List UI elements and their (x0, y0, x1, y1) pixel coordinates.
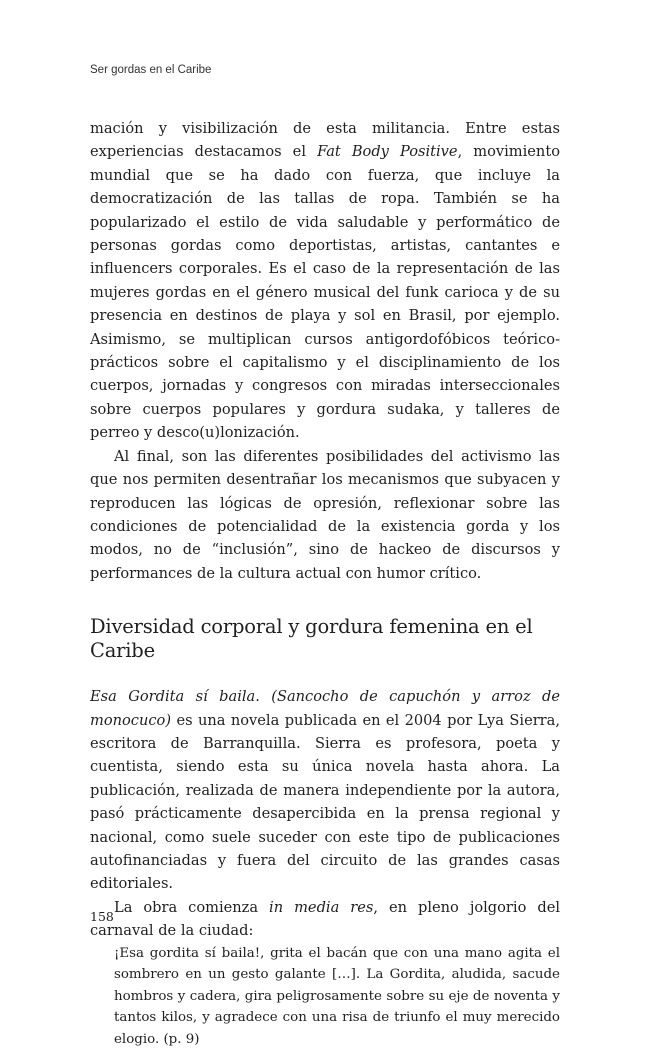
paragraph (90, 896, 560, 943)
section-heading: Diversidad corporal y gordura femenina en el Caribe (90, 615, 533, 663)
page-number: 158 (90, 909, 114, 924)
text-run: mación y visibilización de esta militancia. Entre estas experiencias destacamos el (90, 120, 560, 161)
italic-text: Fat Body Positive (317, 143, 458, 161)
text-run: , movimiento mundial que se ha dado con fuerza, que incluye la democratización de las tallas de ropa. También se ha popularizado el estilo de vida saludable y performático de personas gordas como deportistas, artistas, cantantes e influencers corporales. Es el caso de la representación de las mujeres gordas en el género musical del funk carioca y de su presencia en destinos de playa y sol en Brasil, por ejemplo. Asimismo, se multiplican cursos antigordofóbicos teórico-prácticos sobre el capitalismo y el disciplinamiento de los cuerpos, jornadas y congresos con miradas interseccionales sobre cuerpos populares y gordura sudaka, y talleres de perreo y desco(u)lonización. (90, 143, 560, 442)
block-quote: ¡Esa gordita sí baila!, grita el bacán que con una mano agita el sombrero en un gesto galante […]. La Gordita, aludida, sacude hombros y cadera, gira peligrosamente sobre su eje de noventa y tantos kilos, y agradece con una risa de triunfo el muy merecido elogio. (p. 9) (114, 945, 560, 1047)
text-run: es una novela publicada en el 2004 por Lya Sierra, escritora de Barranquilla. Sierra es profesora, poeta y cuentista, siendo esta su única novela hasta ahora. La publicación, realizada de manera independiente por la autora, pasó prácticamente desapercibida en la prensa regional y nacional, como suele suceder con este tipo de publicaciones autofinanciadas y fuera del circuito de las grandes casas editoriales. (90, 711, 560, 893)
paragraph (90, 117, 560, 445)
body-text (90, 117, 560, 1050)
italic-text: Esa Gordita sí baila. (Sancocho de capuchón y arroz de monocuco) (90, 688, 560, 729)
paragraph (90, 685, 560, 896)
text-run: , en pleno jolgorio del carnaval de la ciudad: (90, 898, 560, 940)
text-run: La obra comienza (114, 898, 270, 916)
paragraph: Al final, son las diferentes posibilidades del activismo las que nos permiten desentrañar los mecanismos que subyacen y reproducen las lógicas de opresión, reflexionar sobre las condiciones de potencialidad de la existencia gorda y los modos, no de “inclusión”, sino de hackeo de discursos y performances de la cultura actual con humor crítico. (90, 447, 560, 582)
running-head: Ser gordas en el Caribe (90, 64, 212, 76)
italic-text: in media res (269, 898, 374, 916)
